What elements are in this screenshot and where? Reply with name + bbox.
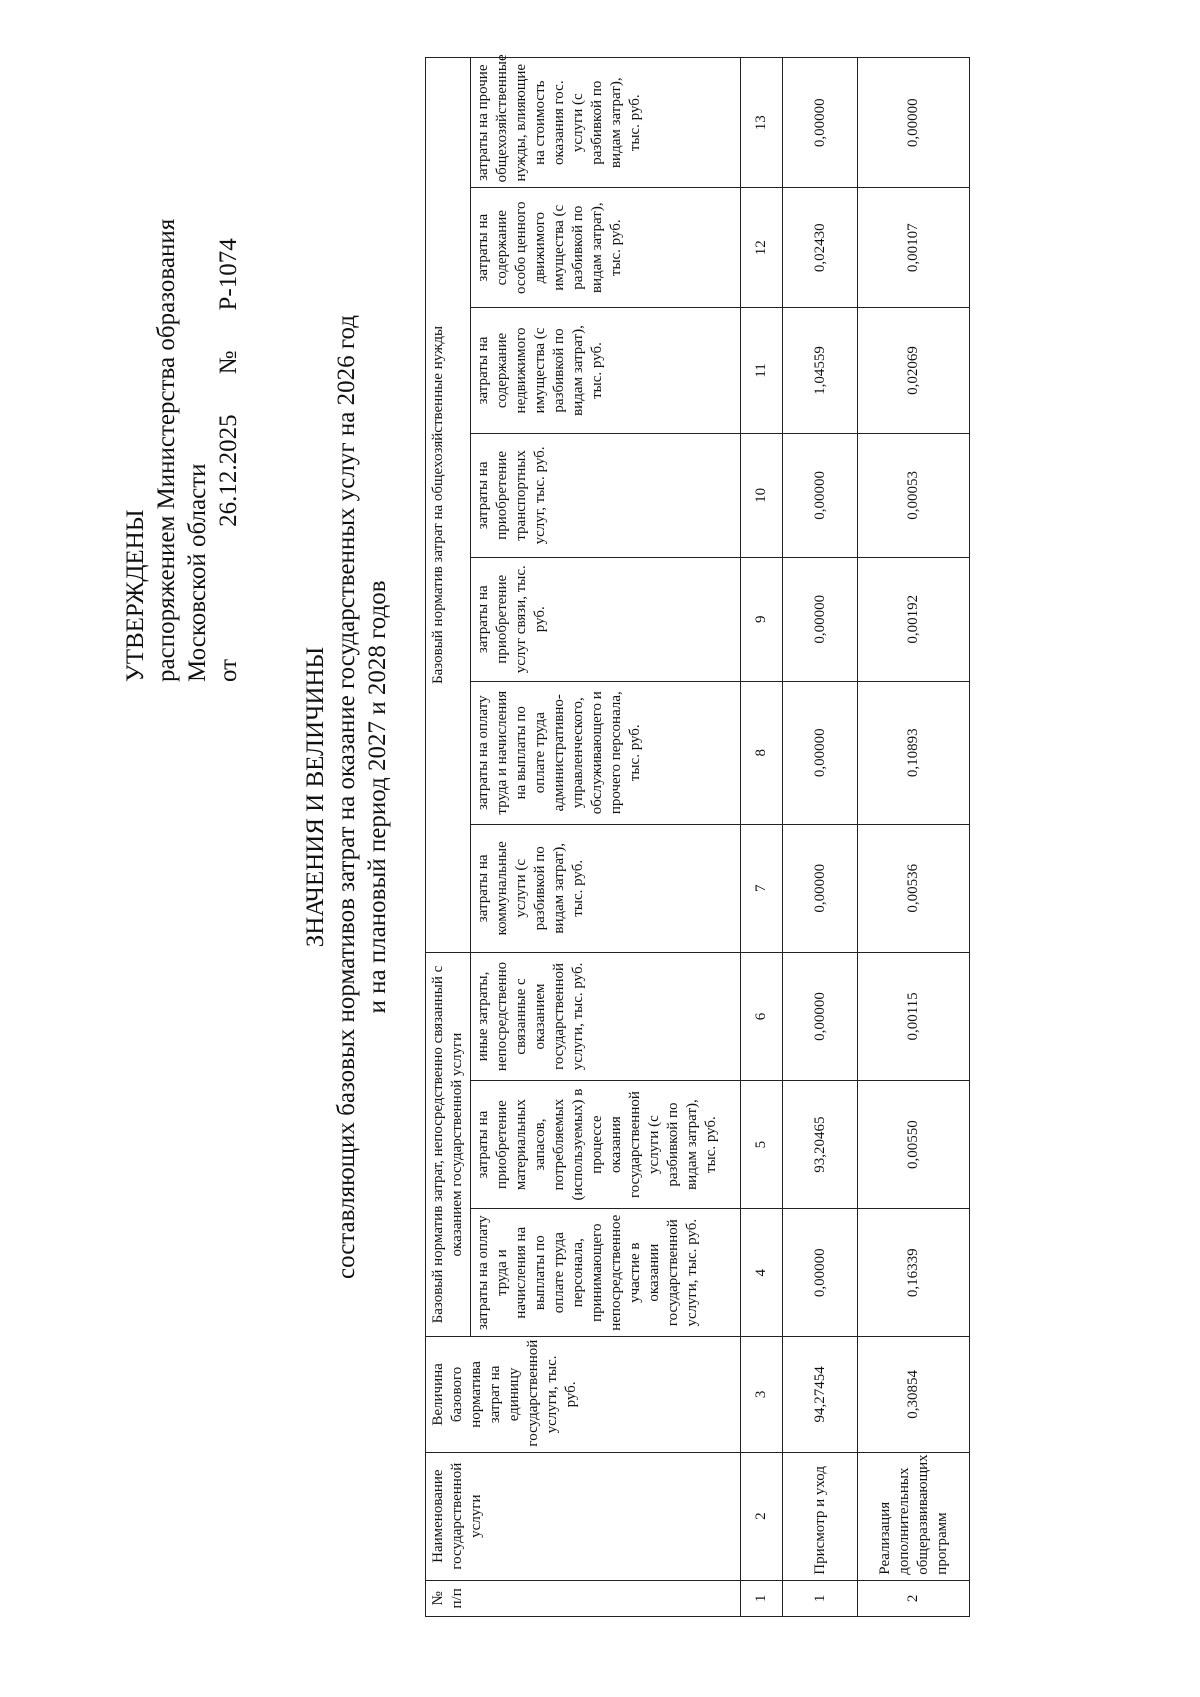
title-line-3: и на плановый период 2027 и 2028 годов bbox=[364, 580, 391, 1014]
header-col-10: затраты на приобретение транспортных услуг, тыс. руб. bbox=[471, 433, 741, 557]
row-value: 0,02430 bbox=[783, 188, 858, 308]
approval-number: Р-1074 bbox=[215, 238, 242, 311]
table-row bbox=[858, 58, 970, 1617]
row-value: 93,20465 bbox=[783, 1081, 858, 1209]
row-value: 0,00053 bbox=[858, 433, 970, 557]
column-number: 10 bbox=[741, 433, 783, 557]
header-group-direct: Базовый норматив затрат, непосредственно связанный с оказанием государственной услуги bbox=[426, 952, 471, 1336]
row-value: 0,16339 bbox=[858, 1209, 970, 1337]
row-value: 0,30854 bbox=[858, 1337, 970, 1452]
row-value: 0,00000 bbox=[783, 824, 858, 952]
header-col-7: затраты на коммунальные услуги (с разбивкой по видам затрат), тыс. руб. bbox=[471, 824, 741, 952]
document-title bbox=[300, 97, 393, 1497]
table-row bbox=[783, 58, 858, 1617]
row-value: 0,00192 bbox=[858, 557, 970, 681]
approval-authority: распоряжением Министерства образования bbox=[153, 218, 180, 682]
row-value: 0,00115 bbox=[858, 952, 970, 1080]
header-col-11: затраты на содержание недвижимого имущества (с разбивкой по видам затрат), тыс. руб. bbox=[471, 308, 741, 434]
row-value: 0,00000 bbox=[783, 58, 858, 188]
column-number: 9 bbox=[741, 557, 783, 681]
header-col-9: затраты на приобретение услуг связи, тыс. руб. bbox=[471, 557, 741, 681]
column-number: 7 bbox=[741, 824, 783, 952]
header-col-5: затраты на приобретение материальных запасов, потребляемых (используемых) в процессе оказания государственной услуги (с разбивкой по видам затрат), тыс. руб. bbox=[471, 1081, 741, 1209]
row-value: 0,00000 bbox=[858, 58, 970, 188]
column-number: 13 bbox=[741, 58, 783, 188]
column-number: 11 bbox=[741, 308, 783, 434]
header-col-4: затраты на оплату труда и начисления на выплаты по оплате труда персонала, принимающего непосредственное участие в оказании государственной услуги, тыс. руб. bbox=[471, 1209, 741, 1337]
norms-table bbox=[425, 54, 970, 1617]
approval-date: 26.12.2025 bbox=[215, 414, 242, 527]
header-service-name: Наименование государственной услуги bbox=[426, 1452, 741, 1580]
row-value: 0,00536 bbox=[858, 824, 970, 952]
header-col-12: затраты на содержание особо ценного движимого имущества (с разбивкой по видам затрат), тыс. руб. bbox=[471, 188, 741, 308]
column-number: 5 bbox=[741, 1081, 783, 1209]
column-number: 4 bbox=[741, 1209, 783, 1337]
row-value: 0,10893 bbox=[858, 681, 970, 824]
approval-region: Московской области bbox=[184, 463, 211, 682]
column-number: 2 bbox=[741, 1452, 783, 1580]
approval-heading: УТВЕРЖДЕНЫ bbox=[122, 509, 149, 682]
header-base-value: Величина базового норматива затрат на единицу государственной услуги, тыс. руб. bbox=[426, 1337, 741, 1452]
row-value: 94,27454 bbox=[783, 1337, 858, 1452]
row-num: 2 bbox=[858, 1580, 970, 1616]
approval-stamp bbox=[120, 122, 244, 682]
header-row-groups bbox=[426, 58, 471, 1617]
row-value: 0,00000 bbox=[783, 557, 858, 681]
row-value: 0,00550 bbox=[858, 1081, 970, 1209]
row-value: 1,04559 bbox=[783, 308, 858, 434]
approval-from-label: от bbox=[215, 658, 242, 682]
row-value: 0,00000 bbox=[783, 952, 858, 1080]
row-value: 0,02069 bbox=[858, 308, 970, 434]
row-value: 0,00000 bbox=[783, 433, 858, 557]
row-service-name: Реализация дополнительных общеразвивающих программ bbox=[858, 1452, 970, 1580]
header-col-6: иные затраты, непосредственно связанные с оказанием государственной услуги, тыс. руб. bbox=[471, 952, 741, 1080]
row-value: 0,00107 bbox=[858, 188, 970, 308]
column-number: 3 bbox=[741, 1337, 783, 1452]
title-line-2: составляющих базовых нормативов затрат на оказание государственных услуг на 2026 год bbox=[333, 315, 360, 1280]
title-line-1: ЗНАЧЕНИЯ И ВЕЛИЧИНЫ bbox=[302, 646, 329, 948]
row-value: 0,00000 bbox=[783, 1209, 858, 1337]
approval-number-sign: № bbox=[215, 350, 242, 375]
column-number-row bbox=[741, 58, 783, 1617]
header-group-general: Базовый норматив затрат на общехозяйственные нужды bbox=[426, 58, 471, 953]
approval-date-line bbox=[213, 122, 244, 682]
column-number: 6 bbox=[741, 952, 783, 1080]
column-number: 1 bbox=[741, 1580, 783, 1616]
row-num: 1 bbox=[783, 1580, 858, 1616]
header-col-8: затраты на оплату труда и начисления на выплаты по оплате труда административно-управленческого, обслуживающего и прочего персонала, тыс. руб. bbox=[471, 681, 741, 824]
row-value: 0,00000 bbox=[783, 681, 858, 824]
header-col-13: затраты на прочие общехозяйственные нужды, влияющие на стоимость оказания гос. услуги (с разбивкой по видам затрат), тыс. руб. bbox=[471, 58, 741, 188]
column-number: 12 bbox=[741, 188, 783, 308]
header-num: № п/п bbox=[426, 1580, 741, 1616]
column-number: 8 bbox=[741, 681, 783, 824]
row-service-name: Присмотр и уход bbox=[783, 1452, 858, 1580]
